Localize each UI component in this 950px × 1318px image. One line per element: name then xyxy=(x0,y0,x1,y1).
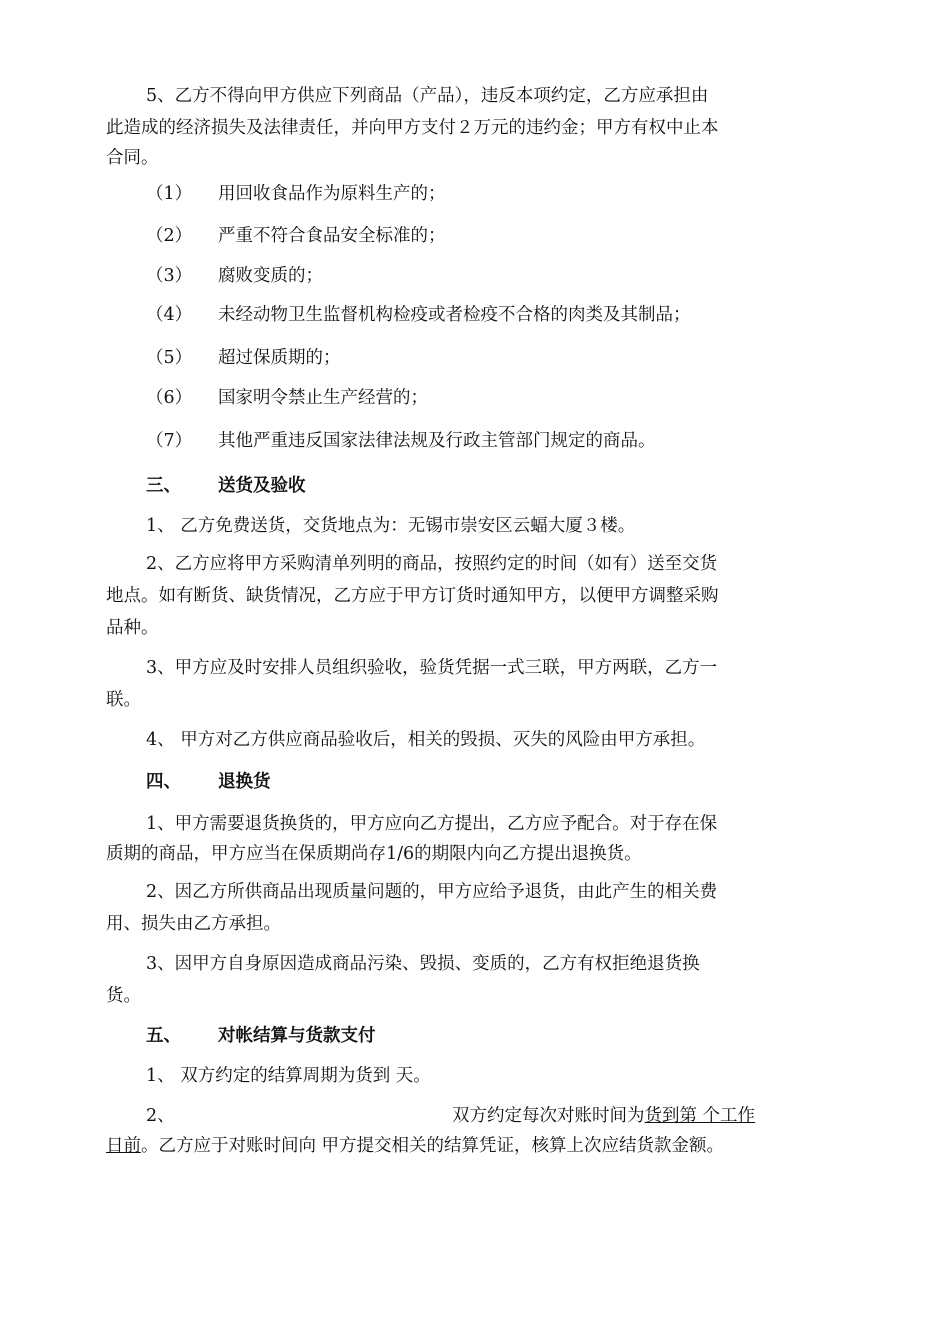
paragraph-line xyxy=(452,1104,755,1128)
underlined-text: 日前 xyxy=(106,1136,141,1156)
clause5-line-1: 5、乙方不得向甲方供应下列商品（产品），违反本项约定，乙方应承担由 xyxy=(146,86,709,106)
clause5-line-2: 此造成的经济损失及法律责任，并向甲方支付２万元的违约金；甲方有权中止本 xyxy=(106,118,719,138)
list-item-number: （7） xyxy=(146,431,193,451)
section-number: 三、 xyxy=(146,476,181,496)
list-item-number: （1） xyxy=(146,184,193,204)
section-number: 五、 xyxy=(146,1026,181,1046)
paragraph-line xyxy=(106,1134,724,1158)
paragraph-line: 1、 乙方免费送货，交货地点为：无锡市崇安区云蝠大厦３楼。 xyxy=(146,516,636,536)
paragraph-line: 3、甲方应及时安排人员组织验收，验货凭据一式三联，甲方两联，乙方一 xyxy=(146,658,718,678)
paragraph-line: 2、乙方应将甲方采购清单列明的商品，按照约定的时间（如有）送至交货 xyxy=(146,554,718,574)
paragraph-line: 1、甲方需要退货换货的，甲方应向乙方提出，乙方应予配合。对于存在保 xyxy=(146,814,718,834)
section-number: 四、 xyxy=(146,772,181,792)
list-item-text: 用回收食品作为原料生产的； xyxy=(218,184,446,204)
list-item-number: （6） xyxy=(146,388,193,408)
list-item-number: （4） xyxy=(146,305,193,325)
underlined-text: 货到第 个工作 xyxy=(644,1106,756,1126)
list-item-text: 腐败变质的； xyxy=(218,266,323,286)
list-item-number: （5） xyxy=(146,348,193,368)
paragraph-line: 品种。 xyxy=(106,618,159,638)
paragraph-line: 2、因乙方所供商品出现质量问题的，甲方应给予退货，由此产生的相关费 xyxy=(146,882,718,902)
paragraph-line: 质期的商品，甲方应当在保质期尚存1/6的期限内向乙方提出退换货。 xyxy=(106,844,642,864)
section-heading: 退换货 xyxy=(218,772,271,792)
paragraph-line: 3、因甲方自身原因造成商品污染、毁损、变质的，乙方有权拒绝退货换 xyxy=(146,954,700,974)
paragraph-line: 用、损失由乙方承担。 xyxy=(106,914,281,934)
list-item-text: 严重不符合食品安全标准的； xyxy=(218,226,446,246)
paragraph-number: 2、 xyxy=(146,1106,175,1126)
list-item-text: 其他严重违反国家法律法规及行政主管部门规定的商品。 xyxy=(218,431,656,451)
section-heading: 对帐结算与货款支付 xyxy=(218,1026,376,1046)
paragraph-text: 。乙方应于对账时间向 甲方提交相关的结算凭证，核算上次应结货款金额。 xyxy=(141,1136,725,1156)
clause5-line-3: 合同。 xyxy=(106,148,159,168)
paragraph-line: 地点。如有断货、缺货情况，乙方应于甲方订货时通知甲方，以便甲方调整采购 xyxy=(106,586,719,606)
paragraph-line: 4、 甲方对乙方供应商品验收后，相关的毁损、灭失的风险由甲方承担。 xyxy=(146,730,706,750)
list-item-number: （2） xyxy=(146,226,193,246)
list-item-text: 未经动物卫生监督机构检疫或者检疫不合格的肉类及其制品； xyxy=(218,305,691,325)
list-item-number: （3） xyxy=(146,266,193,286)
section-heading: 送货及验收 xyxy=(218,476,306,496)
paragraph-line: 1、 双方约定的结算周期为货到 天。 xyxy=(146,1066,431,1086)
list-item-text: 国家明令禁止生产经营的； xyxy=(218,388,428,408)
paragraph-line: 联。 xyxy=(106,690,141,710)
paragraph-text: 双方约定每次对账时间为 xyxy=(452,1106,645,1126)
paragraph-line: 货。 xyxy=(106,986,141,1006)
list-item-text: 超过保质期的； xyxy=(218,348,341,368)
